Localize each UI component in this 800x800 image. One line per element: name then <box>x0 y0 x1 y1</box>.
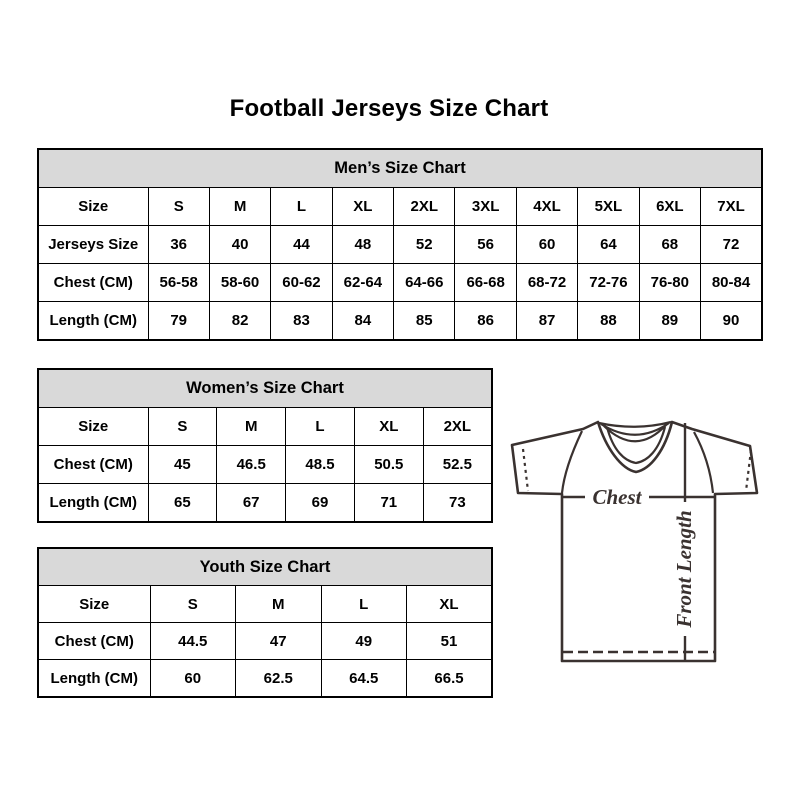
table-cell: 56-58 <box>148 264 209 302</box>
column-header: XL <box>407 586 493 623</box>
row-header: Chest (CM) <box>38 264 148 302</box>
mens-size-table <box>37 148 763 341</box>
table-cell: 45 <box>148 446 217 484</box>
table-row <box>38 446 492 484</box>
table-title: Men’s Size Chart <box>38 149 762 188</box>
table-cell: 85 <box>394 302 455 341</box>
table-cell: 36 <box>148 226 209 264</box>
right-armhole-seam-icon <box>694 432 713 493</box>
row-header: Length (CM) <box>38 660 150 698</box>
table-cell: 60-62 <box>271 264 332 302</box>
table-cell: 50.5 <box>354 446 423 484</box>
table-cell: 64-66 <box>394 264 455 302</box>
row-header: Length (CM) <box>38 302 148 341</box>
table-cell: 44.5 <box>150 623 236 660</box>
table-cell: 60 <box>150 660 236 698</box>
table-row <box>38 484 492 523</box>
column-header: L <box>286 408 355 446</box>
table-cell: 68 <box>639 226 700 264</box>
table-title: Women’s Size Chart <box>38 369 492 408</box>
row-header: Length (CM) <box>38 484 148 523</box>
table-row <box>38 264 762 302</box>
table-cell: 49 <box>321 623 407 660</box>
row-header: Jerseys Size <box>38 226 148 264</box>
table-cell: 71 <box>354 484 423 523</box>
table-cell: 83 <box>271 302 332 341</box>
table-row <box>38 226 762 264</box>
table-cell: 51 <box>407 623 493 660</box>
column-header: S <box>148 188 209 226</box>
table-cell: 46.5 <box>217 446 286 484</box>
table-row <box>38 660 492 698</box>
table-cell: 66-68 <box>455 264 516 302</box>
row-header: Size <box>38 188 148 226</box>
table-cell: 64.5 <box>321 660 407 698</box>
page-title: Football Jerseys Size Chart <box>229 95 549 122</box>
column-header: 4XL <box>516 188 577 226</box>
table-cell: 40 <box>209 226 270 264</box>
column-header: XL <box>332 188 393 226</box>
column-header: S <box>148 408 217 446</box>
table-cell: 90 <box>701 302 762 341</box>
row-header: Size <box>38 586 150 623</box>
table-cell: 58-60 <box>209 264 270 302</box>
table-cell: 62.5 <box>236 660 322 698</box>
table-cell: 66.5 <box>407 660 493 698</box>
chest-label: Chest <box>592 485 642 509</box>
table-cell: 64 <box>578 226 639 264</box>
table-cell: 87 <box>516 302 577 341</box>
column-header: 5XL <box>578 188 639 226</box>
table-cell: 56 <box>455 226 516 264</box>
table-cell: 76-80 <box>639 264 700 302</box>
column-header: L <box>321 586 407 623</box>
column-header: M <box>209 188 270 226</box>
column-header: 2XL <box>394 188 455 226</box>
table-row <box>38 188 762 226</box>
table-cell: 89 <box>639 302 700 341</box>
table-cell: 67 <box>217 484 286 523</box>
table-cell: 79 <box>148 302 209 341</box>
table-cell: 48.5 <box>286 446 355 484</box>
table-cell: 44 <box>271 226 332 264</box>
table-cell: 86 <box>455 302 516 341</box>
column-header: 6XL <box>639 188 700 226</box>
size-table <box>37 148 763 341</box>
left-armhole-seam-icon <box>562 431 582 493</box>
table-cell: 47 <box>236 623 322 660</box>
column-header: M <box>217 408 286 446</box>
youth-size-table <box>37 547 493 698</box>
table-cell: 72-76 <box>578 264 639 302</box>
table-cell: 62-64 <box>332 264 393 302</box>
front-length-label: Front Length <box>672 510 696 628</box>
table-cell: 73 <box>423 484 492 523</box>
table-row <box>38 302 762 341</box>
jersey-outline-icon <box>512 422 757 661</box>
table-cell: 72 <box>701 226 762 264</box>
table-cell: 52 <box>394 226 455 264</box>
size-table <box>37 547 493 698</box>
table-row <box>38 408 492 446</box>
table-cell: 88 <box>578 302 639 341</box>
table-row <box>38 586 492 623</box>
column-header: 7XL <box>701 188 762 226</box>
jersey-measurement-diagram <box>503 397 777 677</box>
table-cell: 82 <box>209 302 270 341</box>
table-cell: 48 <box>332 226 393 264</box>
table-cell: 84 <box>332 302 393 341</box>
column-header: XL <box>354 408 423 446</box>
left-sleeve-stitch-icon <box>523 449 528 491</box>
size-table <box>37 368 493 523</box>
table-cell: 60 <box>516 226 577 264</box>
table-title: Youth Size Chart <box>38 548 492 586</box>
table-cell: 65 <box>148 484 217 523</box>
column-header: L <box>271 188 332 226</box>
column-header: S <box>150 586 236 623</box>
column-header: 2XL <box>423 408 492 446</box>
table-row <box>38 623 492 660</box>
table-cell: 69 <box>286 484 355 523</box>
womens-size-table <box>37 368 493 523</box>
table-cell: 68-72 <box>516 264 577 302</box>
column-header: M <box>236 586 322 623</box>
table-cell: 80-84 <box>701 264 762 302</box>
row-header: Size <box>38 408 148 446</box>
column-header: 3XL <box>455 188 516 226</box>
table-cell: 52.5 <box>423 446 492 484</box>
row-header: Chest (CM) <box>38 623 150 660</box>
row-header: Chest (CM) <box>38 446 148 484</box>
